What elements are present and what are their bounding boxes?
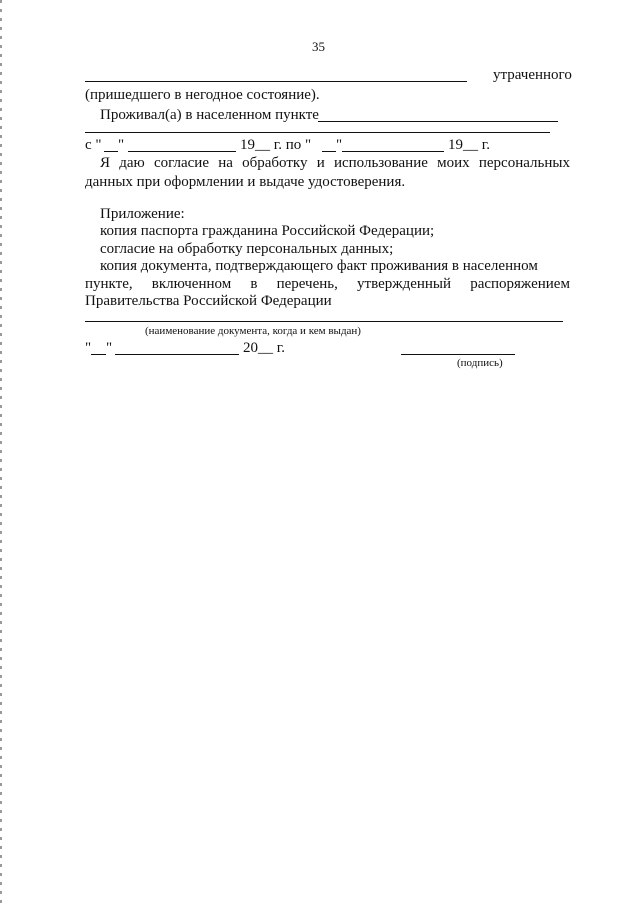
- consent-word: даю: [119, 155, 145, 171]
- appendix-word: пункте,: [85, 276, 133, 292]
- period-year1: 19__ г. по ": [240, 137, 312, 153]
- consent-line-2: данных при оформлении и выдаче удостоверения.: [85, 174, 406, 190]
- appendix-word: распоряжением: [470, 276, 570, 292]
- date-q-open: ": [85, 340, 92, 356]
- consent-word: использование: [333, 155, 428, 171]
- appendix-item: согласие на обработку персональных данных;: [100, 241, 394, 257]
- appendix-item-cont-last: Правительства Российской Федерации: [85, 293, 332, 309]
- blank-month-from: [128, 151, 236, 152]
- appendix-word: перечень,: [276, 276, 338, 292]
- appendix-item: копия документа, подтверждающего факт проживания в населенном: [100, 258, 538, 274]
- consent-word: на: [218, 155, 233, 171]
- appendix-item: копия паспорта гражданина Российской Федерации;: [100, 223, 435, 239]
- consent-line-1: [100, 154, 570, 172]
- consent-word: обработку: [242, 155, 308, 171]
- blank-day-to: [322, 151, 336, 152]
- period-from-prefix: с ": [85, 137, 102, 153]
- appendix-item-cont: [85, 275, 570, 293]
- blank-day-from: [104, 151, 118, 152]
- period-year2: 19__ г.: [448, 137, 490, 153]
- blank-date-month: [115, 354, 239, 355]
- appendix-title: Приложение:: [100, 206, 185, 222]
- consent-word: согласие: [153, 155, 209, 171]
- blank-document-details: [85, 321, 563, 322]
- period-q2: ": [336, 137, 343, 153]
- date-year: 20__ г.: [243, 340, 285, 356]
- blank-month-to: [342, 151, 444, 152]
- scan-edge: [0, 0, 2, 905]
- blank-signature: [401, 354, 515, 355]
- appendix-word: включенном: [151, 276, 232, 292]
- signature-caption: (подпись): [457, 357, 503, 369]
- blank-date-day: [91, 354, 106, 355]
- blank-document-name: [85, 81, 467, 82]
- consent-word: Я: [100, 155, 111, 171]
- consent-word: персональных: [478, 155, 570, 171]
- consent-word: и: [316, 155, 325, 171]
- appendix-word: утвержденный: [357, 276, 452, 292]
- residence-label: Проживал(а) в населенном пункте: [100, 107, 319, 123]
- document-caption: (наименование документа, когда и кем выдан): [145, 325, 361, 337]
- period-q1: ": [118, 137, 125, 153]
- date-q-close: ": [106, 340, 113, 356]
- appendix-word: в: [250, 276, 258, 292]
- unusable-state-text: (пришедшего в негодное состояние).: [85, 87, 320, 103]
- consent-word: моих: [437, 155, 470, 171]
- page-number: 35: [312, 39, 325, 54]
- blank-residence: [318, 121, 558, 122]
- lost-word: утраченного: [493, 67, 572, 83]
- blank-residence-cont: [85, 132, 550, 133]
